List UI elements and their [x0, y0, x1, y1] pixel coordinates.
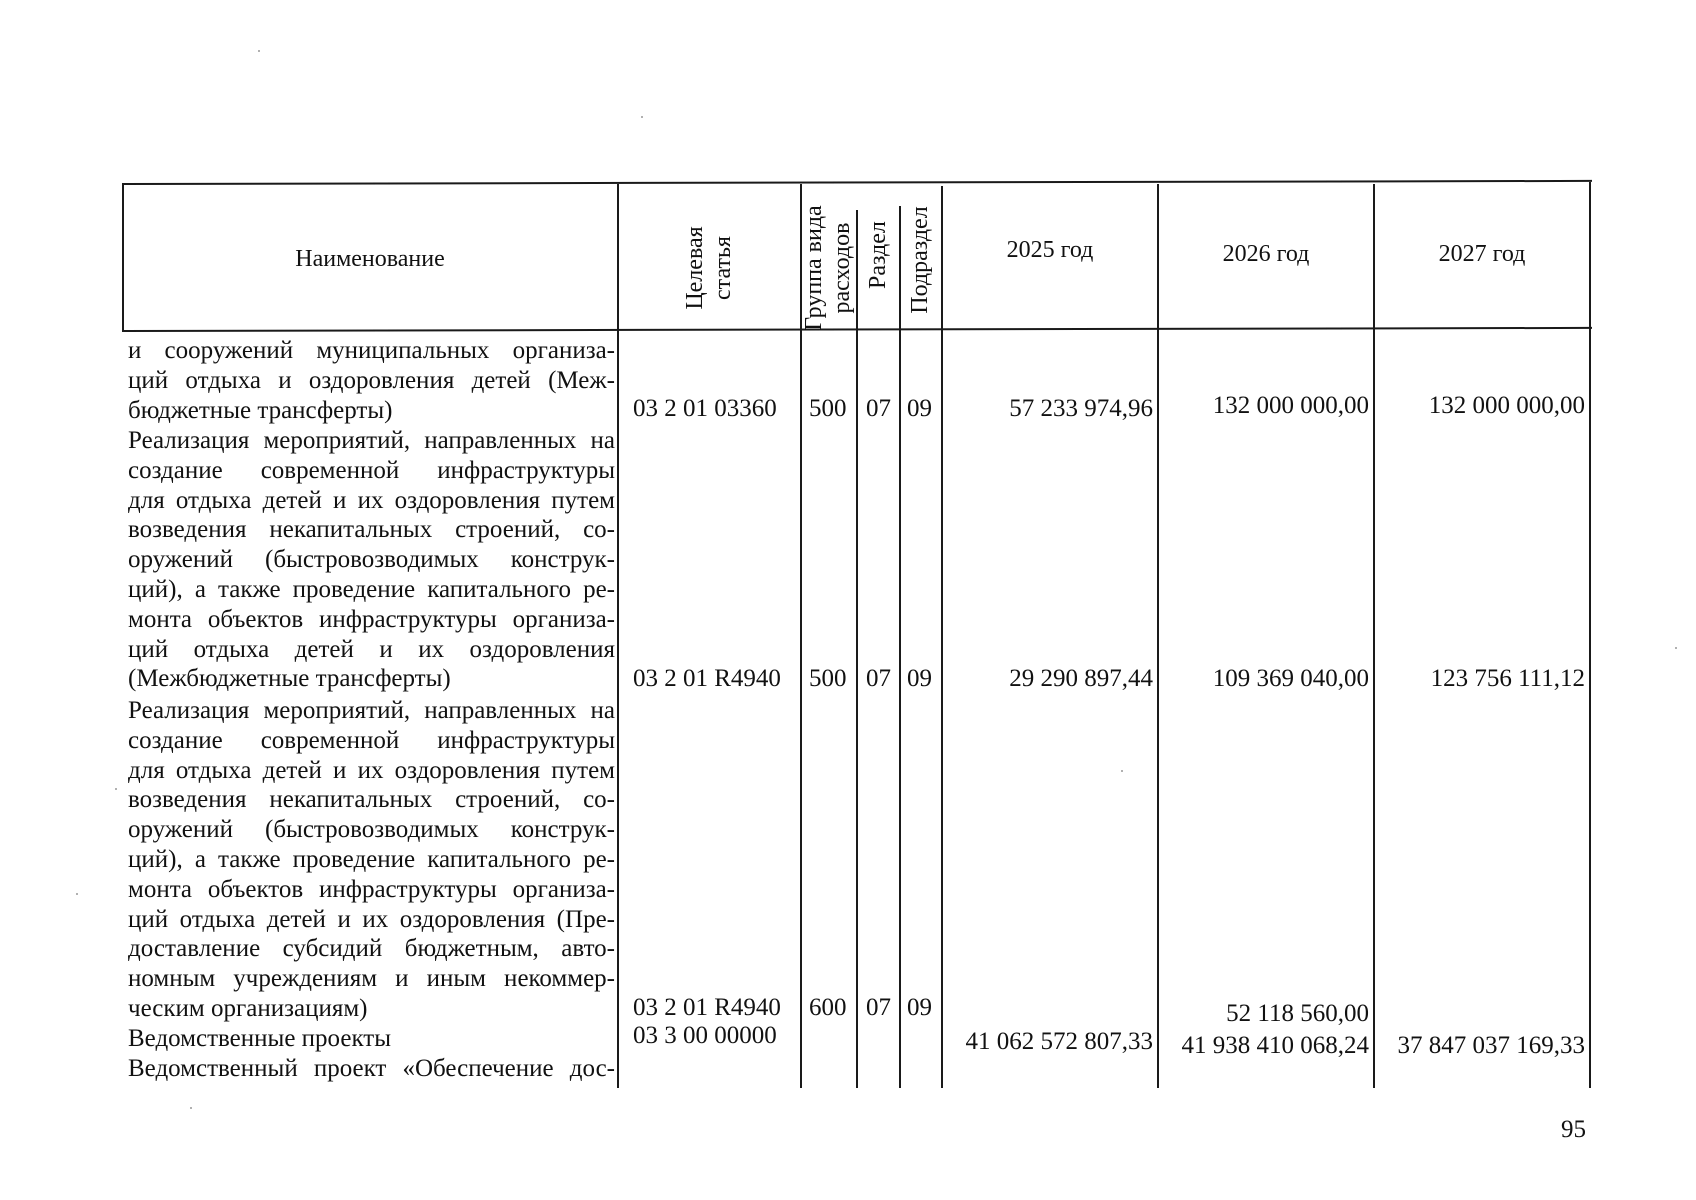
header-subsection: Подраздел: [907, 206, 933, 314]
row-3-2026: 52 118 560,00: [1226, 1000, 1369, 1027]
scan-speck: [115, 788, 117, 790]
header-2025: 2025 год: [1006, 236, 1094, 263]
row-3-subsection: 09: [907, 994, 932, 1021]
row-1-subsection: 09: [907, 395, 932, 422]
row-2-2027: 123 756 111,12: [1430, 665, 1585, 692]
col-border-right: [1589, 182, 1591, 1088]
scan-speck: [1121, 770, 1123, 772]
row-1-group: 500: [809, 395, 847, 422]
row-4-name: [128, 1024, 615, 1054]
row-4-2027: 37 847 037 169,33: [1397, 1032, 1585, 1059]
row-2-2026: 109 369 040,00: [1212, 665, 1369, 692]
row-3-name-line: создание современной инфраструктуры: [128, 726, 615, 754]
row-3-group: 600: [809, 994, 847, 1021]
row-4-2025: 41 062 572 807,33: [965, 1028, 1153, 1055]
header-2026: 2026 год: [1222, 240, 1310, 267]
row-2-name-line: ций), а также проведение капитального ре-: [128, 575, 615, 603]
row-3-name-line: возведения некапитальных строений, со-: [128, 786, 615, 814]
row-3-name-line: Реализация мероприятий, направленных на: [128, 697, 615, 724]
page-number: 95: [1561, 1116, 1586, 1143]
col-border-section: [899, 206, 901, 1088]
row-1-2027: 132 000 000,00: [1428, 392, 1585, 419]
scan-speck: [190, 1107, 192, 1109]
header-name: Наименование: [295, 245, 445, 272]
col-border-2026: [1373, 184, 1375, 1088]
scan-speck: [641, 116, 643, 118]
row-3-name-line: ций), а также проведение капитального ре-: [128, 845, 615, 873]
row-4-name-line: Ведомственные проекты: [128, 1025, 392, 1052]
row-2-group: 500: [809, 665, 847, 692]
row-1-code: 03 2 01 03360: [633, 395, 777, 422]
table-top-border: [122, 180, 1592, 185]
row-2-name-line: для отдыха детей и их оздоровления путем: [128, 486, 615, 514]
row-3-name-line: номным учреждениям и иным некоммер-: [128, 965, 615, 993]
col-border-name: [617, 184, 619, 1088]
row-1-name-line: и сооружений муниципальных организа-: [128, 337, 615, 364]
row-2-name-line: Реализация мероприятий, направленных на: [128, 427, 615, 454]
row-3-name-line: оружений (быстровозводимых конструк-: [128, 816, 615, 844]
row-1-name: [128, 336, 615, 425]
row-3-name-line: ций отдыха детей и их оздоровления (Пре-: [128, 905, 615, 933]
scan-speck: [76, 893, 78, 895]
row-2-name-line: создание современной инфраструктуры: [128, 456, 615, 484]
row-2-name-line: оружений (быстровозводимых конструк-: [128, 546, 615, 574]
col-border-subsection: [941, 186, 943, 1088]
row-1-2026: 132 000 000,00: [1212, 392, 1369, 419]
row-2-code: 03 2 01 R4940: [633, 665, 781, 692]
col-border-group: [856, 210, 858, 1088]
row-1-name-line: ций отдыха и оздоровления детей (Меж-: [128, 366, 615, 394]
row-4-code: 03 3 00 00000: [633, 1022, 777, 1049]
row-2-name-line: монта объектов инфраструктуры организа-: [128, 605, 615, 633]
row-2-section: 07: [866, 665, 891, 692]
row-1-section: 07: [866, 395, 891, 422]
scan-speck: [1675, 647, 1677, 649]
col-border-2025: [1157, 184, 1159, 1088]
row-3-code: 03 2 01 R4940: [633, 994, 781, 1021]
row-3-name: [128, 696, 615, 1024]
scan-speck: [258, 50, 260, 52]
row-3-name-line: монта объектов инфраструктуры организа-: [128, 875, 615, 903]
row-5-name-line: Ведомственный проект «Обеспечение дос-: [128, 1055, 615, 1082]
row-2-2025: 29 290 897,44: [1009, 665, 1153, 692]
row-4-2026: 41 938 410 068,24: [1181, 1032, 1369, 1059]
row-2-name-line: возведения некапитальных строений, со-: [128, 516, 615, 544]
row-1-name-line: бюджетные трансферты): [128, 396, 393, 424]
row-2-name-line: ций отдыха детей и их оздоровления: [128, 635, 615, 663]
row-3-name-line: ческим организациям): [128, 994, 368, 1022]
header-section: Раздел: [865, 221, 891, 289]
row-2-name-line: (Межбюджетные трансферты): [128, 665, 451, 693]
header-target-article: Целевая статья: [682, 226, 736, 310]
row-3-name-line: для отдыха детей и их оздоровления путем: [128, 756, 615, 784]
header-2027: 2027 год: [1438, 240, 1526, 267]
row-2-subsection: 09: [907, 665, 932, 692]
header-expense-group: Группа вида расходов: [801, 205, 855, 331]
row-2-name: [128, 426, 615, 694]
row-3-name-line: доставление субсидий бюджетным, авто-: [128, 935, 615, 963]
row-3-section: 07: [866, 994, 891, 1021]
row-1-2025: 57 233 974,96: [1009, 395, 1153, 422]
row-5-name: [128, 1054, 615, 1084]
